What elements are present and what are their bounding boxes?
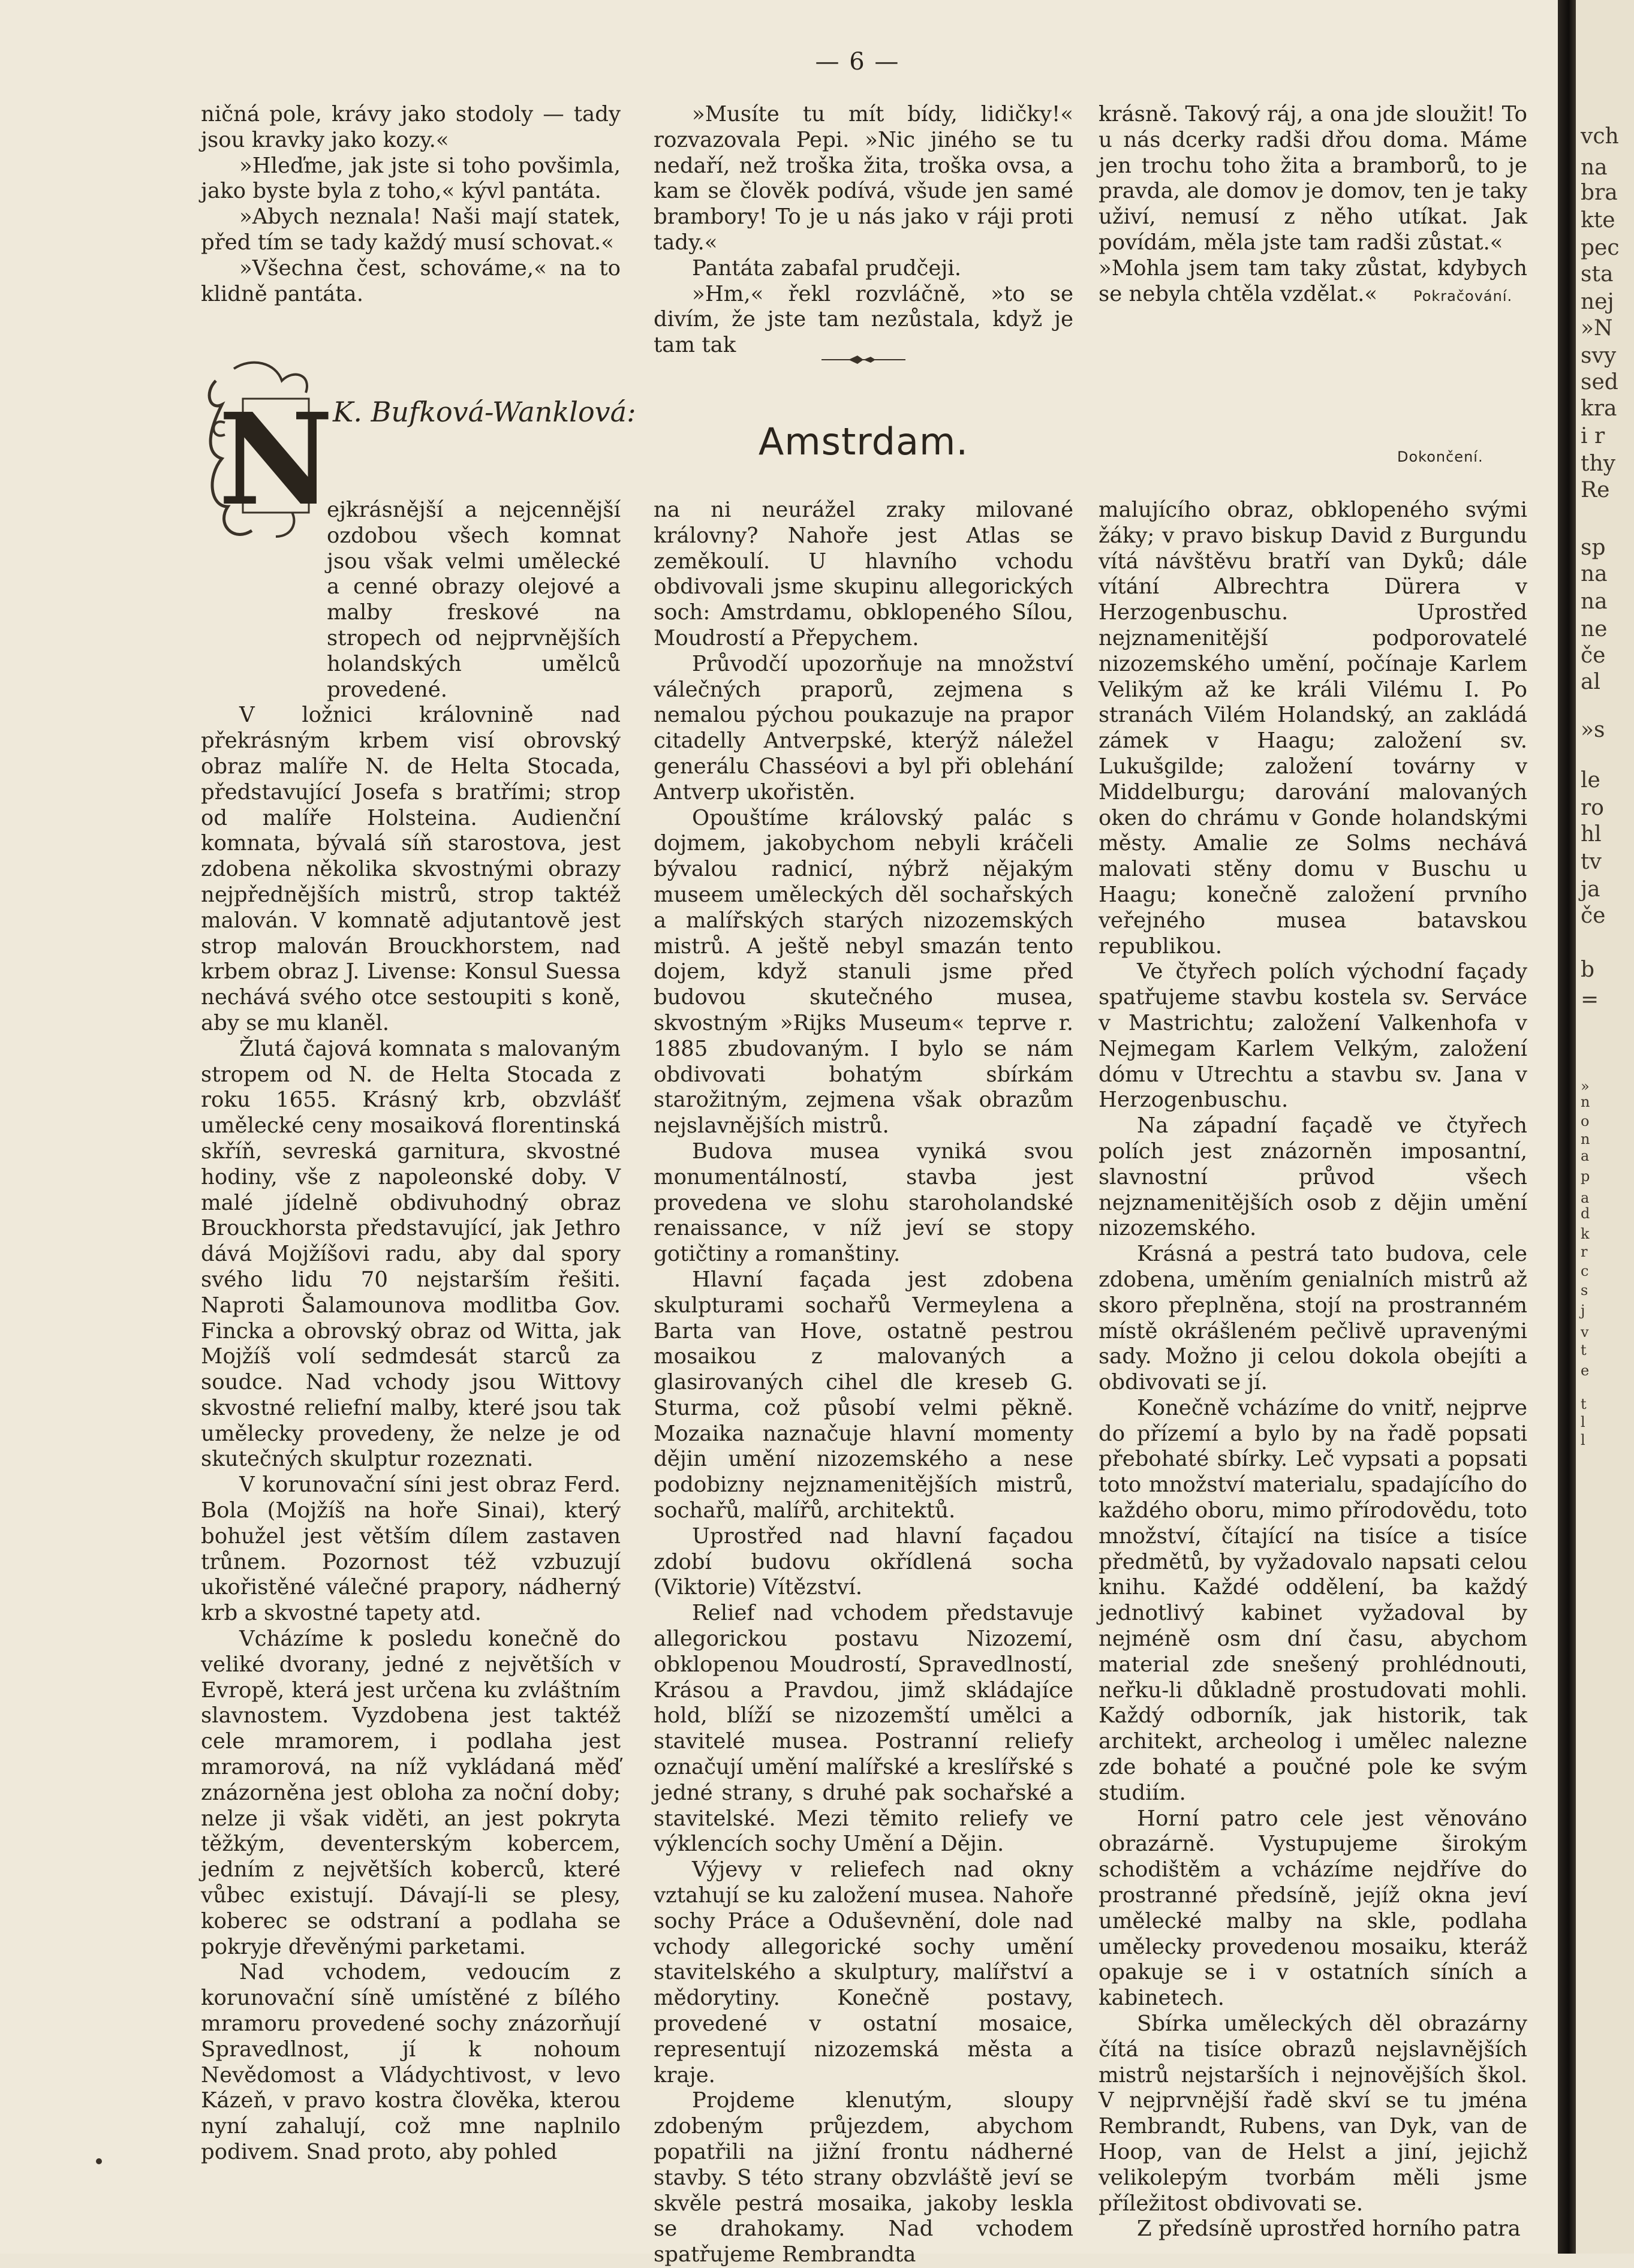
adjacent-page-fragment: n [1581,1131,1590,1147]
paragraph: »Hm,« řekl rozvláčně, »to se divím, že jste tam nezůstala, když je tam tak [654,281,1073,358]
adjacent-page-edge [1576,0,1634,2254]
adjacent-page-fragment: v [1581,1324,1589,1341]
adjacent-page-fragment: o [1581,1113,1590,1130]
adjacent-page-fragment: thy [1581,451,1615,476]
adjacent-page-fragment: n [1581,1094,1590,1110]
col1-article [201,498,621,2165]
adjacent-page-fragment: kte [1581,208,1615,233]
paragraph: »Hleďme, jak jste si toho povšimla, jako byste byla z toho,« kývl pantáta. [201,153,621,204]
adjacent-page-fragment: ro [1581,796,1604,820]
adjacent-page-fragment: na [1581,562,1608,586]
paragraph: Pantáta zabafal prudčeji. [692,255,961,281]
author-byline: K. Bufková-Wanklová: [333,396,636,428]
adjacent-page-fragment: sp [1581,535,1606,560]
adjacent-page-fragment: t [1581,1396,1587,1412]
concluded-label: Dokončení. [1397,448,1483,465]
adjacent-page-fragment: s [1581,1282,1588,1299]
adjacent-page-fragment: »s [1581,718,1605,742]
col1-story-continuation [201,102,621,307]
adjacent-page-fragment: j [1581,1302,1585,1319]
book-spine [1558,0,1576,2254]
adjacent-page-fragment: » [1581,1078,1590,1095]
paragraph: V ložnici královnině nad překrásným krbem visí obrovský obraz malíře N. de Helta Stocada, představující Josefa s bratřími; strop od malíře Holsteina. Audienční komnata, bývalá síň starostova, jest zdobena několika skvostnými obrazy nejpřednějších mistrů, strop taktéž malován. V komnatě adjutantově jest strop malován Brouckhorstem, nad krbem obraz J. Livense: Konsul Suessa nechává svého otce sestoupiti s koně, aby se mu klaněl. [201,703,621,1035]
paragraph: Nad vchodem, vedoucím z korunovační síně umístěné z bílého mramoru provedené sochy znázorňují Spravedlnost, jí k nohoum Nevědomost a Vládychtivost, v levo Kázeň, v pravo kostra člověka, kterou nyní zahalují, což mne naplnilo podivem. Snad proto, aby pohled [201,1960,621,2164]
adjacent-page-fragment: i r [1581,424,1605,448]
paragraph: Sbírka uměleckých děl obrazárny čítá na tisíce obrazů nejslavnějších mistrů nejstarších i nejnovějších škol. V nejprvnější řadě skví se tu jména Rembrandt, Rubens, van Dyk, van de Hoop, van de Helst a jiní, jejichž velikolepým tvorbám měli jsme příležitost obdivovati se. [1099,2011,1527,2216]
adjacent-page-fragment: pec [1581,236,1620,260]
paragraph: krásně. Takový ráj, a ona jde sloužit! To u nás dcerky radši dřou doma. Máme jen trochu toho žita a bramborů, to je pravda, ale domov je domov, ten je taky uživí, nemusí z něho utíkat. Jak povídám, měla jste tam radši zůstat.« [1099,102,1527,255]
continued-label: Pokračování. [1413,287,1513,305]
adjacent-page-fragment: sta [1581,262,1614,287]
paragraph: »Musíte tu mít bídy, lidičky!« rozvazovala Pepi. »Nic jiného se tu nedaří, než troška žita, troška ovsa, a kam se člověk podívá, všude jen samé brambory! To je u nás jako v ráji proti tady.« [654,102,1073,255]
paragraph: malujícího obraz, obklopeného svými žáky; v pravo biskup David z Burgundu vítá návštěvu bratří van Dyků; dále vítání Albrechtra Dürera v Herzogenbuschu. Uprostřed nejznamenitější podporovatelé nizozemského umění, počínaje Karlem Velikým až ke králi Vilému I. Po stranách Vilém Holandský, an zakládá zámek v Haagu; založení sv. Lukušgilde; založení továrny v Middelburgu; darování malovaných oken do chrámu v Gonde holandskými městy. Amalie ze Solms nechává malovati stěny domu v Buschu u Haagu; konečně založení prvního veřejného musea batavskou republikou. [1099,498,1527,959]
paragraph: Žlutá čajová komnata s malovaným stropem od N. de Helta Stocada z roku 1655. Krásný krb, obzvlášť umělecké ceny mosaiková florentinská skříň, sevreská garnitura, skvostné hodiny, vše z napoleonské doby. V malé jídelně obdivuhodný obraz Brouckhorsta představující, jak Jethro dává Mojžíšovi radu, aby dal spory svého lidu 70 nejstarším řešiti. Naproti Šalamounova modlitba Gov. Fincka a obrovský obraz od Witta, jak Mojžíš volí sedmdesát starců za soudce. Nad vchody jsou Wittovy skvostné reliefní malby, které jsou tak umělecky provedeny, že nelze je od skutečných skulptur rozeznati. [201,1036,621,1472]
adjacent-page-fragment: k [1581,1225,1590,1242]
paragraph: ničná pole, krávy jako stodoly — tady jsou kravky jako kozy.« [201,102,621,152]
adjacent-page-fragment: ja [1581,877,1600,902]
paragraph: »Všechna čest, schováme,« na to klidně pantáta. [201,255,621,306]
paragraph: Výjevy v reliefech nad okny vztahují se ku založení musea. Nahoře sochy Práce a Oduševnění, dole nad vchody allegorické sochy umění stavitelského a skulptury, malířství a mědorytiny. Konečně postavy, provedené v ostatní mosaice, representují nizozemská města a kraje. [654,1857,1073,2088]
adjacent-page-fragment: »N [1581,316,1613,341]
adjacent-page-fragment: nej [1581,290,1614,314]
adjacent-page-fragment: p [1581,1168,1590,1185]
adjacent-page-fragment: svy [1581,344,1617,368]
col3-article [1099,498,1527,2242]
paragraph: »Mohla jsem tam taky zůstat, kdybych se nebyla chtěla vzdělat.« Pokračování. [1099,255,1527,306]
paragraph: Opouštíme královský palác s dojmem, jakobychom nebyli kráčeli bývalou radnicí, nýbrž nějakým museem uměleckých děl sochařských a malířských starých nizozemských mistrů. A ještě nebyl smazán tento dojem, když stanuli jsme před budovou skutečného musea, skvostným »Rijks Museum« teprve r. 1885 zbudovaným. I bylo se nám obdivovati bohatým sbírkám starožitným, zejmena však obrazům nejslavnějších mistrů. [654,805,1073,1138]
adjacent-page-fragment: al [1581,670,1600,694]
adjacent-page-fragment: če [1581,643,1606,668]
adjacent-page-fragment: e [1581,1362,1590,1379]
paragraph: »Abych neznala! Naši mají statek, před tím se tady každý musí schovat.« [201,204,621,255]
adjacent-page-fragment: sed [1581,370,1618,394]
adjacent-page-fragment: a [1581,1189,1590,1206]
paragraph: Hlavní façada jest zdobena skulpturami sochařů Vermeylena a Barta van Hove, ostatně pestrou mosaikou z malovaných a glasirovaných cihel dle kreseb G. Sturma, což působí velmi pěkně. Mozaika naznačuje hlavní momenty dějin umění nizozemského a nese podobizny nejznamenitějších mistrů, sochařů, malířů, architektů. [654,1267,1073,1523]
adjacent-page-fragment: Re [1581,478,1610,502]
page-number: — 6 — [815,48,900,76]
paragraph: Uprostřed nad hlavní façadou zdobí budovu okřídlená socha (Viktorie) Vítězství. [654,1523,1073,1600]
col2-article [654,498,1073,2268]
paragraph: V korunovační síni jest obraz Ferd. Bola (Mojžíš na hoře Sinai), který bohužel jest větším dílem zastaven trůnem. Pozornost též vzbuzují ukořistěné válečné prapory, nádherný krb a skvostné tapety atd. [201,1472,621,1626]
adjacent-page-fragment: ne [1581,617,1608,641]
paragraph: ejkrásnější a nejcennější ozdobou všech komnat jsou však velmi umělecké a cenné obrazy olejové a malby freskové na stropech od nejprvnějších holandských umělců provedené. [327,498,621,702]
paragraph: Budova musea vyniká svou monumentálností, stavba jest provedena ve slohu staroholandské renaissance, v níž jeví se stopy gotičtiny a romanštiny. [654,1138,1073,1267]
paragraph: Z předsíně uprostřed horního patra [1137,2216,1521,2242]
paragraph: Ve čtyřech polích východní façady spatřujeme stavbu kostela sv. Serváce v Mastrichtu; založení Valkenhofa v Nejmegam Karlem Velkým, založení dómu v Utrechtu a stavbu sv. Jana v Herzogenbuschu. [1099,959,1527,1113]
adjacent-page-fragment: če [1581,903,1606,928]
col3-story-continuation [1099,102,1527,309]
paragraph: Na západní façadě ve čtyřech polích jest znázorněn imposantní, slavnostní průvod všech nejznamenitějších osob z dějin umění nizozemského. [1099,1113,1527,1241]
adjacent-page-fragment: a [1581,1147,1590,1164]
adjacent-page-fragment: bra [1581,180,1618,205]
adjacent-page-fragment: hl [1581,822,1602,847]
paragraph: Konečně vcházíme do vnitř, nejprve do přízemí a bylo by na řadě popsati přebohaté sbírky. Leč vypsati a popsati toto množství materialu, spadajícího do každého oboru, mimo přírodovědu, toto množství, čítající na tisíce a tisíce předmětů, by vyžadovalo napsati celou knihu. Každé oddělení, ba každý jednotlivý kabinet vyžadoval by nejméně osm dní času, abychom material zde snešený prohlédnouti, neřku-li důkladně prostudovati mohli. Každý odborník, jak historik, tak architekt, archeolog i umělec nalezne zde bohaté a poučné pole ke svým studiím. [1099,1395,1527,1805]
paragraph: Průvodčí upozorňuje na množství válečných praporů, zejmena s nemalou pýchou poukazuje na prapor citadelly Antverpské, kterýž náležel generálu Chasséovi a byl při oblehání Antverp ukořistěn. [654,651,1073,805]
adjacent-page-fragment: d [1581,1205,1590,1222]
adjacent-page-fragment: r [1581,1243,1588,1260]
adjacent-page-fragment: kra [1581,396,1617,421]
paragraph: Vcházíme k posledu konečně do veliké dvorany, jedné z největších v Evropě, která jest určena ku zvláštním slavnostem. Vyzdobena jest taktéž cele mramorem, i podlaha jest mramorová, na níž vykládaná měď znázorněna jest obloha za noční doby; nelze ji však viděti, an jest pokryta těžkým, deventerským kobercem, jedním z největších koberců, které vůbec existují. Dávají-li se plesy, koberec se odstraní a podlaha se pokryje dřevěnými parketami. [201,1627,621,1959]
adjacent-page-fragment: tv [1581,850,1602,874]
adjacent-page-fragment: = [1581,987,1599,1012]
adjacent-page-fragment: l [1581,1432,1585,1448]
col2-story-continuation [654,102,1073,359]
paragraph: na ni neurážel zraky milované královny? Nahoře jest Atlas se zeměkoulí. U hlavního vchodu obdivovali jsme skupinu allegorických soch: Amstrdamu, obklopeného Sílou, Moudrostí a Přepychem. [654,498,1073,650]
paragraph: Horní patro cele jest věnováno obrazárně. Vystupujeme širokým schodištěm a vcházíme nejdříve do prostranné předsíně, jejíž okna jeví umělecké malby na skle, podlaha umělecky provedenou mosaiku, kteráž opakuje se i v ostatních síních a kabinetech. [1099,1806,1527,2011]
article-title: Amstrdam. [758,420,969,463]
adjacent-page-fragment: vch [1581,124,1619,149]
dropcap-letter: N [218,385,333,534]
adjacent-page-fragment: b [1581,957,1595,982]
adjacent-page-fragment: na [1581,589,1608,614]
paragraph: Krásná a pestrá tato budova, cele zdobena, uměním genialních mistrů až skoro přeplněna, stojí na prostranném místě okrášleném pečlivě upravenými sady. Možno ji celou dokola obejíti a obdivovati se jí. [1099,1242,1527,1395]
adjacent-page-fragment: t [1581,1342,1587,1359]
adjacent-page-fragment: na [1581,155,1608,180]
paragraph: Projdeme klenutým, sloupy zdobeným průjezdem, abychom popatřili na jižní frontu nádherné stavby. S této strany obzvláště jeví se skvěle pestrá mosaika, jakoby leskla se drahokamy. Nad vchodem spatřujeme Rembrandta [654,2088,1073,2267]
ornament-divider [816,351,911,369]
adjacent-page-fragment: le [1581,768,1600,793]
ink-speck [96,2158,102,2164]
adjacent-page-fragment: l [1581,1414,1585,1430]
adjacent-page-fragment: c [1581,1263,1589,1279]
paragraph: Relief nad vchodem představuje allegorickou postavu Nizozemí, obklopenou Moudrostí, Spravedlností, Krásou a Pravdou, jimž skládajíce hold, blíží se nizozemští umělci a stavitelé musea. Postranní reliefy označují umění malířské a kreslířské s jedné strany, s druhé pak sochařské a stavitelské. Mezi těmito reliefy ve výklencích sochy Umění a Dějin. [654,1601,1073,1857]
